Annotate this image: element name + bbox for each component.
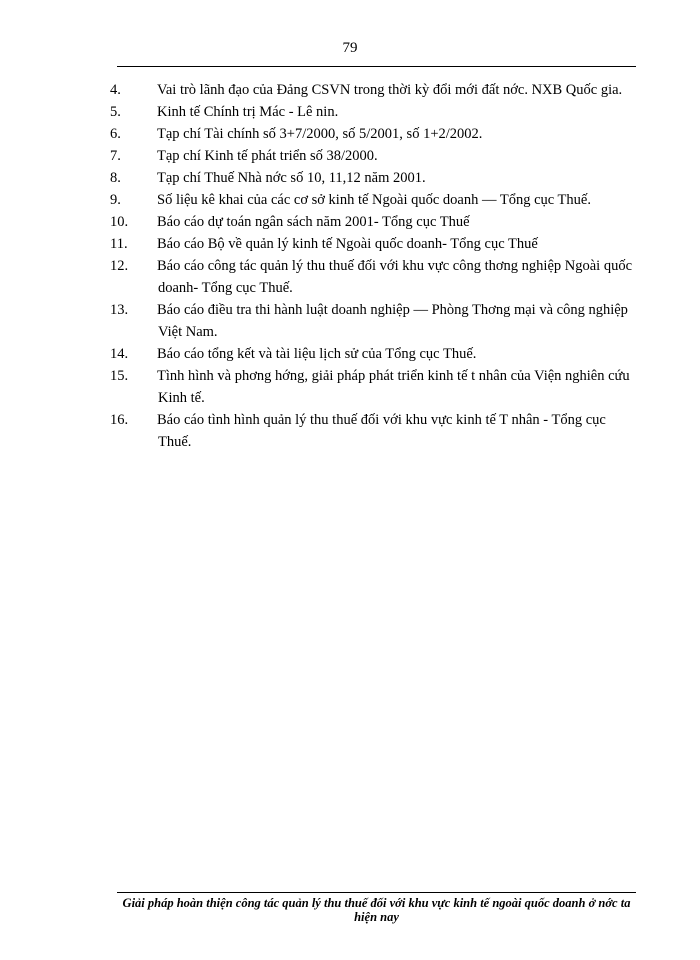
- reference-text: Báo cáo tình hình quản lý thu thuế đối với khu vực kinh tế T nhân - Tổng cục Thuế.: [157, 412, 606, 450]
- reference-item: [110, 167, 634, 189]
- reference-text: Tình hình và phơng hớng, giải pháp phát triển kinh tế t nhân của Viện nghiên cứu Kinh tế.: [157, 368, 630, 406]
- reference-number: 15.: [110, 368, 129, 384]
- reference-item: [110, 123, 634, 145]
- reference-item: [110, 409, 634, 453]
- reference-number: 9.: [110, 192, 121, 208]
- reference-text: Báo cáo dự toán ngân sách năm 2001- Tổng cục Thuế: [157, 214, 470, 230]
- reference-text: Số liệu kê khai của các cơ sở kinh tế Ngoài quốc doanh — Tổng cục Thuế.: [157, 192, 591, 208]
- reference-text: Tạp chí Tài chính số 3+7/2000, số 5/2001, số 1+2/2002.: [157, 126, 483, 142]
- reference-text: Báo cáo tổng kết và tài liệu lịch sử của Tổng cục Thuế.: [157, 346, 477, 362]
- reference-item: [110, 101, 634, 123]
- reference-number: 6.: [110, 126, 121, 142]
- reference-item: [110, 343, 634, 365]
- reference-number: 13.: [110, 302, 129, 318]
- reference-item: [110, 365, 634, 409]
- reference-number: 12.: [110, 258, 129, 274]
- footer-rule: [117, 892, 636, 893]
- reference-text: Tạp chí Thuế Nhà nớc số 10, 11,12 năm 2001.: [157, 170, 426, 186]
- reference-number: 11.: [110, 236, 128, 252]
- reference-number: 7.: [110, 148, 121, 164]
- reference-item: [110, 299, 634, 343]
- reference-item: [110, 79, 634, 101]
- reference-text: Báo cáo điều tra thi hành luật doanh nghiệp — Phòng Thơng mại và công nghiệp Việt Nam.: [157, 302, 628, 340]
- reference-text: Báo cáo Bộ về quản lý kinh tế Ngoài quốc doanh- Tổng cục Thuế: [157, 236, 538, 252]
- reference-number: 10.: [110, 214, 129, 230]
- page-number: 79: [342, 40, 358, 56]
- reference-item: [110, 145, 634, 167]
- reference-item: [110, 233, 634, 255]
- header-rule: [117, 66, 636, 67]
- running-footer: Giải pháp hoàn thiện công tác quản lý thu thuế đối với khu vực kinh tế ngoài quốc doanh ở nớc ta hiện nay: [122, 896, 631, 924]
- reference-number: 8.: [110, 170, 121, 186]
- reference-text: Kinh tế Chính trị Mác - Lê nin.: [157, 104, 339, 120]
- reference-item: [110, 189, 634, 211]
- reference-text: Vai trò lãnh đạo của Đảng CSVN trong thời kỳ đổi mới đất nớc. NXB Quốc gia.: [157, 82, 623, 98]
- reference-number: 4.: [110, 82, 121, 98]
- reference-text: Tạp chí Kinh tế phát triển số 38/2000.: [157, 148, 378, 164]
- reference-number: 14.: [110, 346, 129, 362]
- reference-item: [110, 211, 634, 233]
- reference-number: 16.: [110, 412, 129, 428]
- reference-list: [110, 79, 634, 453]
- reference-item: [110, 255, 634, 299]
- reference-text: Báo cáo công tác quản lý thu thuế đối với khu vực công thơng nghiệp Ngoài quốc doanh- Tổng cục Thuế.: [157, 258, 633, 296]
- reference-number: 5.: [110, 104, 121, 120]
